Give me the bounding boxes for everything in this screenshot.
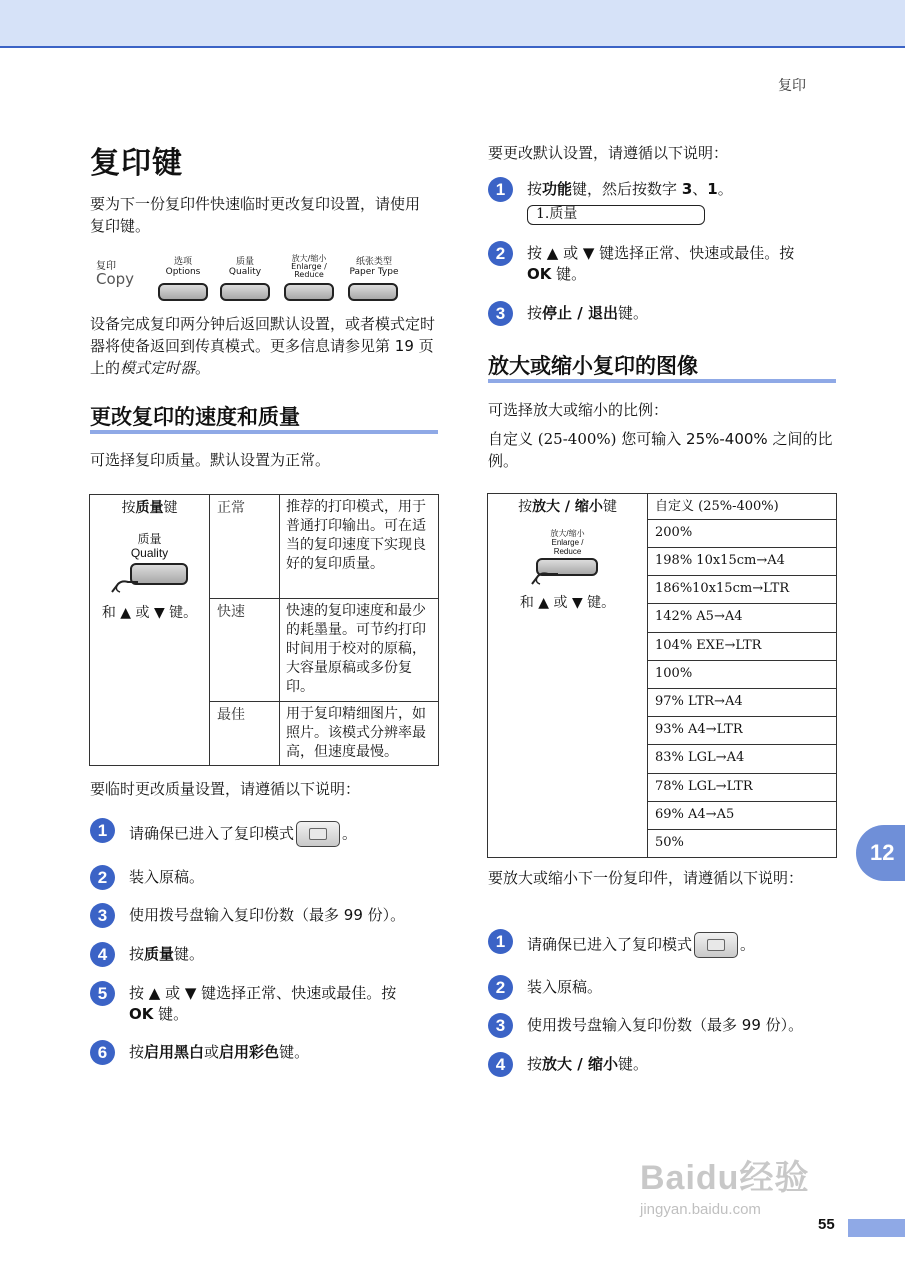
heading-rule bbox=[488, 379, 836, 383]
ratio-table bbox=[487, 493, 837, 858]
enlarge-press-cell: 按放大 / 缩小键 放大/缩小 Enlarge / Reduce 和 ▲ 或 ▼ 键。 bbox=[488, 494, 648, 858]
section-heading-enlarge: 放大或缩小复印的图像 bbox=[488, 354, 698, 378]
ratio-option: 83% LGL→A4 bbox=[648, 745, 837, 774]
ratio-option: 78% LGL→LTR bbox=[648, 774, 837, 802]
copy-mode-icon bbox=[296, 821, 340, 847]
ratio-option: 100% bbox=[648, 661, 837, 689]
step-2: 2 装入原稿。 bbox=[90, 865, 204, 890]
ratio-option: 97% LTR→A4 bbox=[648, 689, 837, 717]
options-key bbox=[158, 283, 208, 301]
table-row: 按质量键 质量 Quality 和 ▲ 或 ▼ 键。 正常 推荐的打印模式，用于普通打印输出。可在适当的复印速度下实现良好的复印质量。 bbox=[90, 495, 439, 599]
page-number: 55 bbox=[818, 1216, 835, 1233]
paper-type-key-label: 纸张类型 Paper Type bbox=[349, 257, 399, 277]
copy-mode-icon bbox=[694, 932, 738, 958]
right-step-2: 2 按 ▲ 或 ▼ 键选择正常、快速或最佳。按 OK 键。 bbox=[488, 241, 840, 285]
table-row: 快速 快速的复印速度和最少的耗墨量。可节约打印时间用于校对的原稿，大容量原稿或多份复印。 bbox=[90, 599, 439, 702]
right2-step-2: 2 装入原稿。 bbox=[488, 975, 602, 1000]
right-step-3: 3 按停止 / 退出键。 bbox=[488, 301, 648, 326]
steps-intro: 要临时更改质量设置，请遵循以下说明： bbox=[90, 780, 361, 798]
quality-table bbox=[89, 494, 439, 766]
page-number-bar bbox=[848, 1219, 905, 1237]
table-row: 最佳 用于复印精细图片，如照片。该模式分辨率最高，但速度最慢。 bbox=[90, 702, 439, 766]
step-4: 4 按质量键。 bbox=[90, 942, 204, 967]
quality-intro: 可选择复印质量。默认设置为正常。 bbox=[90, 451, 331, 469]
pointing-hand-icon bbox=[530, 564, 560, 586]
quality-key bbox=[220, 283, 270, 301]
default-return-paragraph: 设备完成复印两分钟后返回默认设置，或者模式定时器将使备返回到传真模式。更多信息请参见第 19 页上的模式定时器。 bbox=[90, 315, 436, 377]
ratio-option: 198% 10x15cm→A4 bbox=[648, 548, 837, 576]
enlarge-reduce-key bbox=[284, 283, 334, 301]
ratio-option: 93% A4→LTR bbox=[648, 717, 837, 745]
quality-press-cell: 按质量键 质量 Quality 和 ▲ 或 ▼ 键。 bbox=[90, 495, 210, 766]
step-6: 6 按启用黑白或启用彩色键。 bbox=[90, 1040, 309, 1065]
right2-step-1: 1 请确保已进入了复印模式 。 bbox=[488, 929, 755, 958]
section-heading-quality: 更改复印的速度和质量 bbox=[90, 405, 300, 429]
ratio-option: 69% A4→A5 bbox=[648, 802, 837, 830]
ratio-option: 200% bbox=[648, 520, 837, 548]
chapter-tab[interactable]: 12 bbox=[856, 825, 905, 881]
right2-step-4: 4 按放大 / 缩小键。 bbox=[488, 1052, 648, 1077]
quality-key-label: 质量 Quality bbox=[228, 257, 262, 277]
top-band bbox=[0, 0, 905, 48]
section-label: 复印 bbox=[778, 78, 806, 94]
mode-timer-link[interactable]: 模式定时器 bbox=[120, 359, 196, 377]
ratio-option: 186%10x15cm→LTR bbox=[648, 576, 837, 604]
ratio-option: 50% bbox=[648, 830, 837, 858]
step-3: 3 使用拨号盘输入复印份数（最多 99 份）。 bbox=[90, 903, 405, 928]
step-1: 1 请确保已进入了复印模式 。 bbox=[90, 818, 357, 847]
custom-ratio-note: 自定义 (25-400%) 您可输入 25%-400% 之间的比例。 bbox=[488, 430, 833, 470]
page-title: 复印键 bbox=[90, 146, 183, 181]
right2-step-3: 3 使用拨号盘输入复印份数（最多 99 份）。 bbox=[488, 1013, 803, 1038]
watermark: Baidu经验 jingyan.baidu.com bbox=[640, 1159, 810, 1218]
table-row bbox=[488, 494, 837, 520]
ratio-intro: 可选择放大或缩小的比例： bbox=[488, 401, 669, 419]
enlarge-key-label: 放大/缩小 Enlarge / Reduce bbox=[291, 254, 327, 279]
paper-type-key bbox=[348, 283, 398, 301]
copy-key-label: 复印 Copy bbox=[96, 261, 135, 288]
ratio-option: 自定义 (25%-400%) bbox=[648, 494, 837, 520]
pointing-hand-icon bbox=[110, 572, 140, 594]
right-step-1: 1 按功能键，然后按数字 3、1。 1.质量 bbox=[488, 177, 733, 225]
lcd-display: 1.质量 bbox=[527, 205, 705, 225]
steps2-intro: 要放大或缩小下一份复印件，请遵循以下说明： bbox=[488, 869, 804, 887]
ratio-option: 142% A5→A4 bbox=[648, 604, 837, 633]
right-intro: 要更改默认设置，请遵循以下说明： bbox=[488, 144, 729, 162]
heading-rule bbox=[90, 430, 438, 434]
ratio-option: 104% EXE→LTR bbox=[648, 633, 837, 661]
copy-keys-illustration bbox=[90, 255, 440, 305]
options-key-label: 选项 Options bbox=[165, 257, 201, 277]
step-5: 5 按 ▲ 或 ▼ 键选择正常、快速或最佳。按 OK 键。 bbox=[90, 981, 440, 1025]
intro-paragraph: 要为下一份复印件快速临时更改复印设置，请使用复印键。 bbox=[90, 195, 421, 235]
